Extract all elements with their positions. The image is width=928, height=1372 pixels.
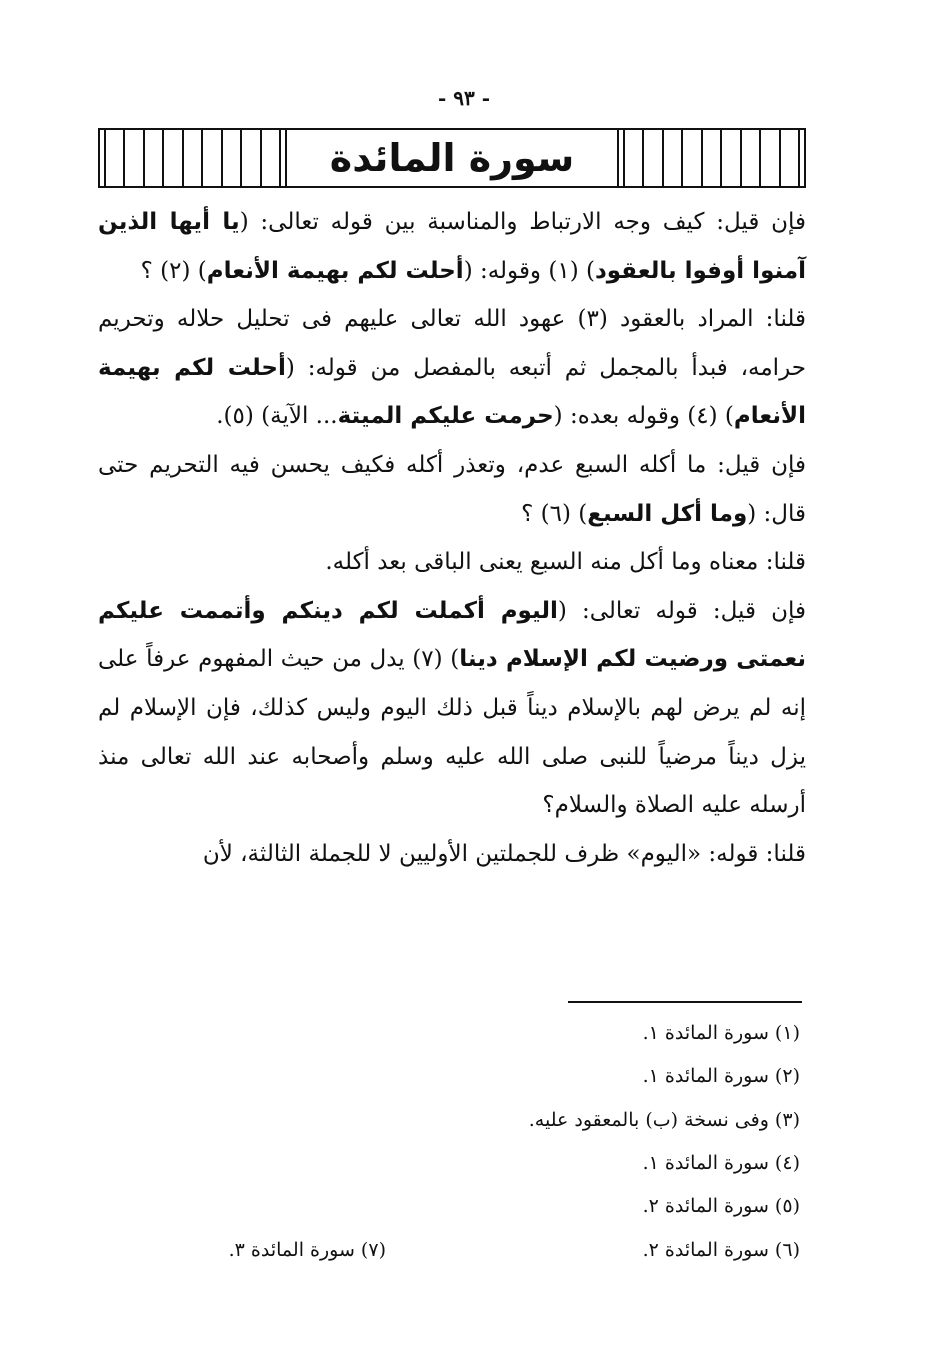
footnote-7: (٧) سورة المائدة ٣. bbox=[228, 1239, 386, 1261]
footnote-1: (١) سورة المائدة ١. bbox=[642, 1022, 800, 1044]
text-segment: قلنا: المراد بالعقود (٣) عهود الله تعالى عليهم فى تحليل حلاله وتحريم حرامه، فبدأ بالمجمل ثم أتبعه بالمفصل من قوله: ( bbox=[98, 306, 806, 381]
quran-quote: وما أكل السبع bbox=[587, 500, 748, 527]
paragraph bbox=[98, 587, 806, 830]
text-segment: فإن قيل: كيف وجه الارتباط والمناسبة بين قوله تعالى: ( bbox=[239, 209, 806, 235]
page-number: - ٩٣ - bbox=[437, 86, 490, 110]
text-segment: فإن قيل: قوله تعالى: ( bbox=[557, 597, 806, 624]
paragraph bbox=[98, 295, 806, 441]
text-segment: فإن قيل: ما أكله السبع عدم، وتعذر أكله فكيف يحسن فيه التحريم حتى قال: ( bbox=[98, 451, 806, 527]
title-decoration-right bbox=[100, 130, 285, 186]
title-decoration-left bbox=[619, 130, 804, 186]
text-segment: ... الآية) (٥). bbox=[216, 403, 338, 430]
text-segment: قلنا: قوله: «اليوم» ظرف للجملتين الأوليين لا للجملة الثالثة، لأن bbox=[202, 840, 806, 867]
quran-quote: حرمت عليكم الميتة bbox=[337, 403, 554, 430]
body-text bbox=[98, 198, 806, 878]
quran-quote: أحلت لكم بهيمة الأنعام bbox=[98, 354, 806, 430]
text-segment: ) (١) وقوله: ( bbox=[463, 257, 595, 284]
paragraph bbox=[98, 198, 806, 295]
footnote-separator bbox=[568, 1001, 802, 1003]
footnote-5: (٥) سورة المائدة ٢. bbox=[642, 1195, 800, 1217]
text-segment: ) (٤) وقوله بعده: ( bbox=[553, 403, 734, 430]
title-frame bbox=[98, 128, 806, 188]
text-segment: قلنا: معناه وما أكل منه السبع يعنى الباقى بعد أكله. bbox=[325, 549, 806, 576]
footnote-2: (٢) سورة المائدة ١. bbox=[642, 1065, 800, 1087]
text-segment: ) (٧) يدل من حيث المفهوم عرفاً على إنه لم يرض لهم بالإسلام ديناً قبل ذلك اليوم وليس كذلك، فإن الإسلام لم يزل ديناً مرضياً للنبى صلى الله عليه وسلم وأصحابه عند الله تعالى منذ أرسله عليه الصلاة والسلام؟ bbox=[98, 646, 806, 819]
paragraph bbox=[98, 441, 806, 538]
surah-title: سورة المائدة bbox=[285, 130, 619, 186]
footnote-6: (٦) سورة المائدة ٢. bbox=[642, 1239, 800, 1261]
quran-quote: اليوم أكملت لكم دينكم وأتممت عليكم نعمتى ورضيت لكم الإسلام دينا bbox=[98, 597, 807, 673]
paragraph bbox=[98, 830, 806, 879]
text-segment: ) (٢) ؟ bbox=[140, 257, 207, 284]
paragraph bbox=[98, 538, 806, 587]
quran-quote: أحلت لكم بهيمة الأنعام bbox=[206, 257, 464, 284]
footnote-4: (٤) سورة المائدة ١. bbox=[642, 1152, 800, 1174]
footnote-3: (٣) وفى نسخة (ب) بالمعقود عليه. bbox=[528, 1109, 800, 1131]
text-segment: ) (٦) ؟ bbox=[521, 500, 588, 527]
quran-quote: يا أيها الذين آمنوا أوفوا بالعقود bbox=[98, 209, 806, 284]
